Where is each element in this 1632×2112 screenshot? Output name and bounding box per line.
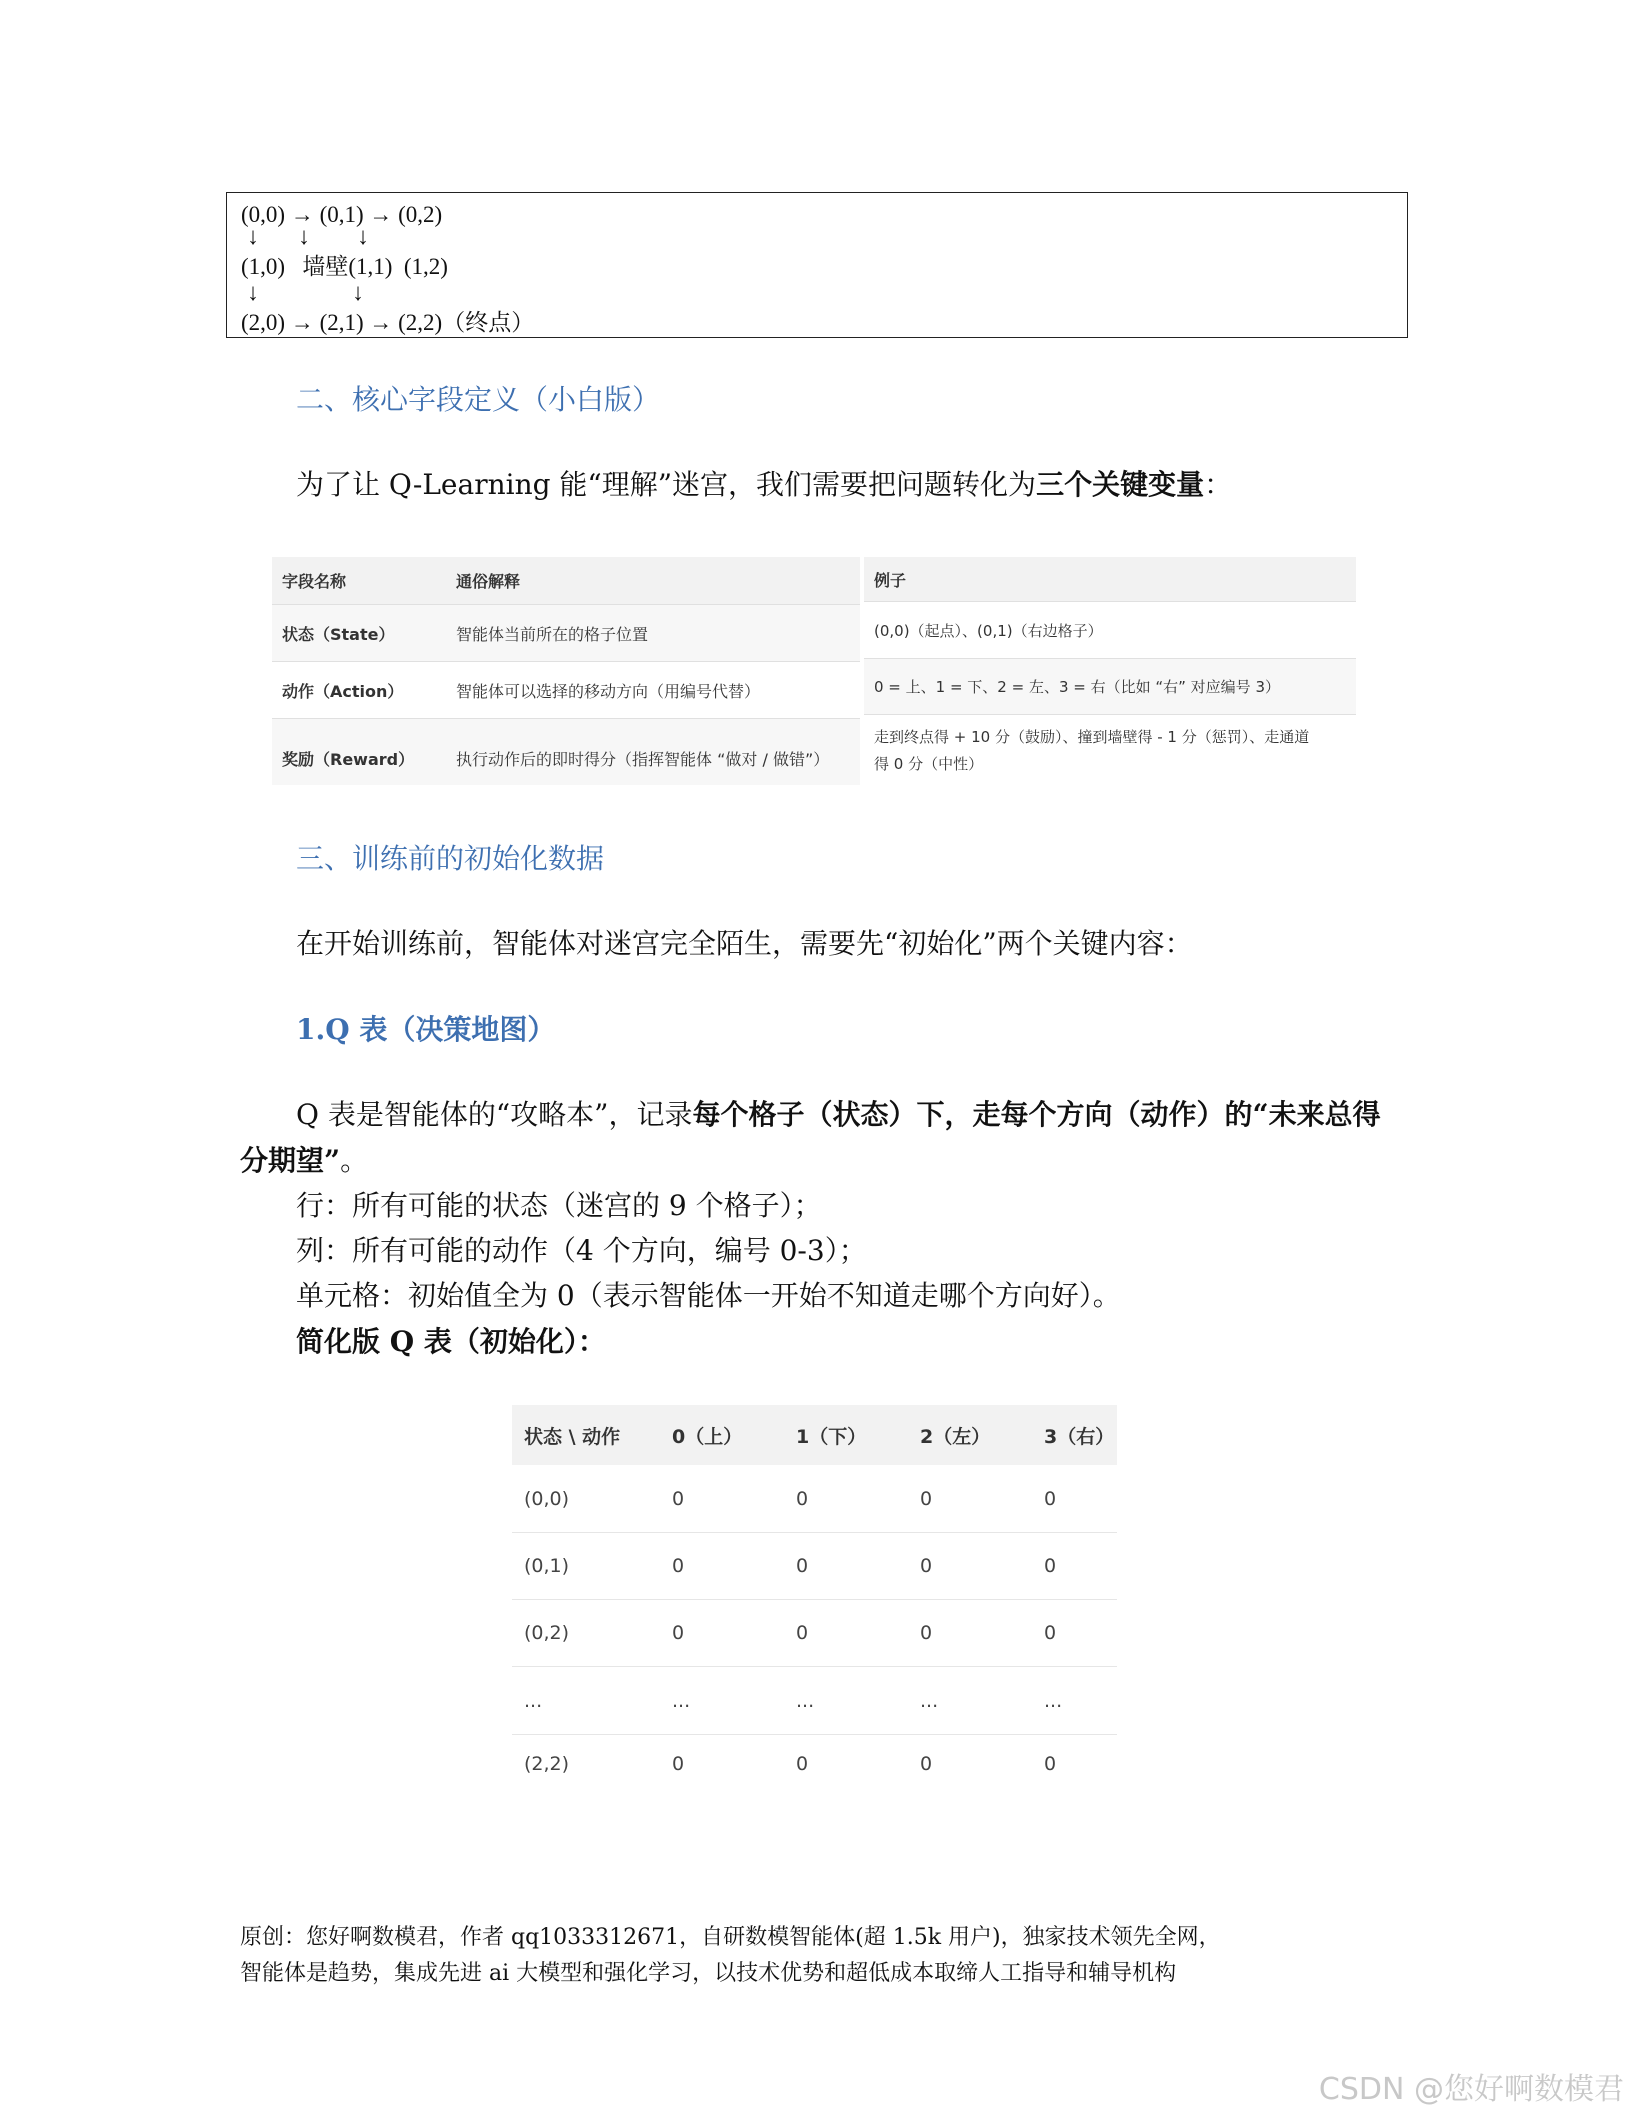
qtable-rows-desc: 行：所有可能的状态（迷宫的 9 个格子）； xyxy=(296,1189,822,1222)
section-heading-fields: 二、核心字段定义（小白版） xyxy=(296,383,661,416)
q-table-row xyxy=(512,1600,1117,1667)
fields-intro xyxy=(296,463,1232,503)
q-cell: 0 xyxy=(920,1622,933,1644)
row-example xyxy=(864,715,1356,785)
row-explanation: 智能体可以选择的移动方向（用编号代替） xyxy=(456,681,761,701)
q-cell: 0 xyxy=(672,1622,685,1644)
q-header-cell: 0（上） xyxy=(672,1425,743,1448)
fields-intro-end: ： xyxy=(1204,468,1233,501)
header-explanation: 通俗解释 xyxy=(456,572,521,591)
qtable-desc-text: Q 表是智能体的“攻略本”，记录 xyxy=(296,1098,693,1131)
fields-intro-text: 为了让 Q-Learning 能“理解”迷宫，我们需要把问题转化为 xyxy=(296,468,1037,501)
row-example-line: 得 0 分（中性） xyxy=(874,755,984,773)
q-cell: 0 xyxy=(672,1487,685,1510)
footer-line-1: 原创：您好啊数模君，作者 qq1033312671，自研数模智能体(超 1.5k 用户)，独家技术领先全网， xyxy=(240,1925,1221,1950)
q-cell: 0 xyxy=(1044,1487,1057,1510)
q-cell: 0 xyxy=(1044,1555,1057,1577)
maze-arrow: ↓ xyxy=(298,224,310,250)
table-row xyxy=(272,605,860,662)
maze-arrow: ↓ xyxy=(357,224,369,250)
q-cell: ... xyxy=(672,1689,691,1712)
row-explanation: 智能体当前所在的格子位置 xyxy=(456,624,649,644)
qtable-heading: 1.Q 表（决策地图） xyxy=(296,1013,556,1046)
q-header-cell: 1（下） xyxy=(796,1425,867,1448)
q-table xyxy=(512,1405,1117,1793)
qtable-cols-desc: 列：所有可能的动作（4 个方向，编号 0-3）； xyxy=(296,1234,867,1267)
q-cell: 0 xyxy=(796,1487,809,1510)
table-row xyxy=(272,662,860,719)
q-cell: (0,2) xyxy=(524,1622,570,1644)
init-intro: 在开始训练前，智能体对迷宫完全陌生，需要先“初始化”两个关键内容： xyxy=(296,927,1193,960)
field-definition-table xyxy=(272,557,1356,785)
q-cell: (0,0) xyxy=(524,1487,570,1510)
row-field-name: 奖励（Reward） xyxy=(282,750,415,769)
q-table-row xyxy=(512,1533,1117,1600)
q-table-row xyxy=(512,1667,1117,1735)
q-cell: 0 xyxy=(1044,1753,1057,1775)
row-example: (0,0)（起点）、(0,1)（右边格子） xyxy=(864,602,1356,659)
q-cell: (0,1) xyxy=(524,1555,570,1577)
maze-diagram xyxy=(226,192,1408,338)
q-cell: ... xyxy=(920,1689,939,1712)
row-example: 0 = 上、1 = 下、2 = 左、3 = 右（比如 “右” 对应编号 3） xyxy=(864,659,1356,715)
maze-arrow: ↓ xyxy=(247,280,259,306)
q-cell: 0 xyxy=(796,1555,809,1577)
qtable-simple-title: 简化版 Q 表（初始化）： xyxy=(296,1325,606,1358)
maze-arrow: ↓ xyxy=(247,224,259,250)
q-cell: 0 xyxy=(796,1622,809,1644)
q-cell: 0 xyxy=(796,1753,809,1775)
q-header-cell: 3（右） xyxy=(1044,1425,1115,1448)
qtable-desc-line1 xyxy=(296,1093,1381,1133)
q-cell: ... xyxy=(524,1689,543,1712)
header-example: 例子 xyxy=(864,557,1356,602)
q-cell: ... xyxy=(796,1689,815,1712)
qtable-cells-desc: 单元格：初始值全为 0（表示智能体一开始不知道走哪个方向好）。 xyxy=(296,1279,1121,1312)
header-field-name: 字段名称 xyxy=(282,572,347,591)
q-cell: 0 xyxy=(1044,1622,1057,1644)
maze-line-2: (1,0) 墙壁(1,1) (1,2) xyxy=(241,254,448,279)
q-cell: 0 xyxy=(672,1555,685,1577)
q-header-cell: 2（左） xyxy=(920,1425,991,1448)
qtable-desc-bold: 每个格子（状态）下，走每个方向（动作）的“未来总得 xyxy=(692,1098,1381,1131)
q-cell: ... xyxy=(1044,1689,1063,1712)
q-cell: 0 xyxy=(920,1753,933,1775)
fields-intro-bold: 三个关键变量 xyxy=(1036,468,1205,501)
q-cell: 0 xyxy=(672,1753,685,1775)
section-heading-init: 三、训练前的初始化数据 xyxy=(296,842,605,875)
table-header-row xyxy=(272,557,860,605)
qtable-desc-end: 。 xyxy=(340,1144,369,1177)
q-table-row xyxy=(512,1465,1117,1533)
table-row xyxy=(272,719,860,785)
q-cell: (2,2) xyxy=(524,1753,570,1775)
q-header-cell: 状态 \ 动作 xyxy=(524,1425,621,1448)
maze-line-1: (0,0) → (0,1) → (0,2) xyxy=(241,202,443,227)
maze-line-3: (2,0) → (2,1) → (2,2)（终点） xyxy=(241,310,535,335)
row-explanation: 执行动作后的即时得分（指挥智能体 “做对 / 做错”） xyxy=(456,750,830,769)
footer-line-2: 智能体是趋势，集成先进 ai 大模型和强化学习，以技术优势和超低成本取缔人工指导和辅导机构 xyxy=(240,1961,1177,1986)
qtable-desc-bold-2: 分期望” xyxy=(240,1144,341,1177)
row-field-name: 动作（Action） xyxy=(282,681,404,701)
qtable-desc-line2 xyxy=(240,1139,368,1179)
q-table-row xyxy=(512,1735,1117,1793)
q-table-header xyxy=(512,1405,1117,1465)
maze-arrow: ↓ xyxy=(352,280,364,306)
row-example-line: 走到终点得 + 10 分（鼓励）、撞到墙壁得 - 1 分（惩罚）、走通道 xyxy=(874,728,1310,746)
q-cell: 0 xyxy=(920,1555,933,1577)
row-field-name: 状态（State） xyxy=(282,624,395,644)
csdn-watermark: CSDN @您好啊数模君 xyxy=(1318,2072,1624,2107)
q-cell: 0 xyxy=(920,1487,933,1510)
